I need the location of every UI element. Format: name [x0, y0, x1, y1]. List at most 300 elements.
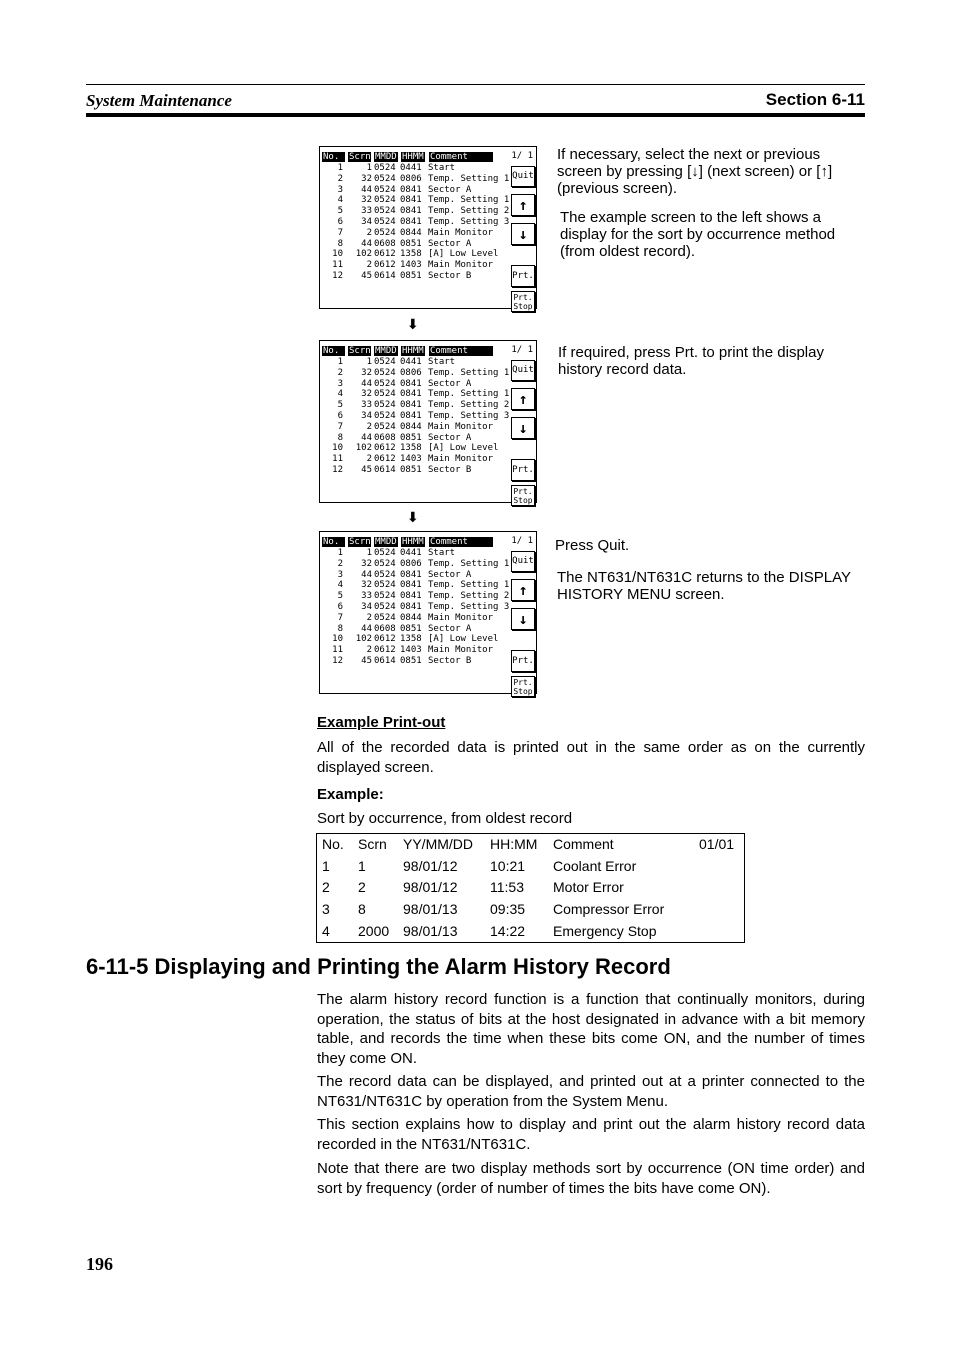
cell-comment: Sector B [428, 464, 472, 475]
cell-hhmm: 0851 [400, 655, 422, 666]
cell-scrn: 33 [361, 591, 372, 602]
cell-no: 3 [322, 901, 330, 917]
col-comment-header: Comment [429, 346, 493, 356]
cell-mmdd: 0614 [374, 655, 396, 666]
cell-comment: Temp. Setting 2 [428, 591, 510, 602]
cell-no: 2 [337, 367, 343, 378]
list-item [321, 271, 513, 282]
cell-scrn: 34 [361, 216, 372, 227]
up-arrow-icon: ↑ [518, 196, 528, 214]
section-paragraph-2: The record data can be displayed, and printed out at a printer connected to the NT631/NT631C by operation from the System Menu. [317, 1073, 865, 1110]
cell-no: 4 [337, 195, 343, 206]
cell-scrn: 33 [361, 400, 372, 411]
cell-hhmm: 0851 [400, 270, 422, 281]
cell-hhmm: 1403 [400, 645, 422, 656]
description-print: If required, press Prt. to print the display history record data. [558, 344, 824, 378]
list-item [321, 580, 513, 591]
cell-hhmm: 0841 [400, 410, 422, 421]
cell-scrn: 2 [366, 260, 372, 271]
cell-mmdd: 0612 [374, 634, 396, 645]
page-number: 196 [86, 1254, 113, 1274]
example-label: Example: [317, 786, 384, 803]
list-item [321, 454, 513, 465]
cell-hhmm: 1358 [400, 443, 422, 454]
cell-scrn: 32 [361, 558, 372, 569]
cell-hhmm: 1403 [400, 260, 422, 271]
section-paragraph-1: The alarm history record function is a function that continually monitors, during operation, the status of bits at the host designated in advance with a bit memory table, and records the time when these bits come ON, and the number of times they come ON. [317, 991, 865, 1067]
sort-label: Sort by occurrence, from oldest record [317, 810, 573, 827]
cell-scrn: 102 [355, 443, 372, 454]
list-item [321, 228, 513, 239]
cell-scrn: 32 [361, 389, 372, 400]
section-paragraph-3: This section explains how to display and print out the alarm history record data recorded in the NT631/NT631C. [317, 1116, 865, 1153]
cell-no: 5 [337, 206, 343, 217]
cell-hhmm: 0841 [400, 580, 422, 591]
next-screen-button[interactable] [511, 223, 535, 245]
display-history-screen-1 [319, 146, 537, 309]
list-item [321, 645, 513, 656]
col-hhmm-header: HHMM [402, 537, 424, 547]
cell-no: 11 [332, 645, 343, 656]
cell-scrn: 1 [366, 548, 372, 558]
cell-mmdd: 0524 [374, 548, 396, 558]
cell-scrn: 33 [361, 206, 372, 217]
col-no-header: No. [322, 346, 345, 356]
cell-no: 10 [332, 634, 343, 645]
cell-hhmm: 0841 [400, 184, 422, 195]
cell-mmdd: 0524 [374, 612, 396, 623]
cell-scrn: 44 [361, 569, 372, 580]
cell-comment: Temp. Setting 1 [428, 173, 510, 184]
cell-no: 2 [337, 173, 343, 184]
print-stop-button[interactable] [511, 291, 535, 312]
cell-no: 3 [337, 569, 343, 580]
cell-comment: Main Monitor [428, 612, 494, 623]
list-item [321, 656, 513, 667]
cell-comment: Main Monitor [428, 227, 494, 238]
col-page-header: 01/01 [699, 836, 735, 852]
list-item [321, 465, 513, 476]
cell-mmdd: 0524 [374, 569, 396, 580]
list-item [321, 422, 513, 433]
cell-scrn: 32 [361, 173, 372, 184]
cell-date: 98/01/13 [403, 901, 458, 917]
list-item [321, 368, 513, 379]
cell-mmdd: 0524 [374, 184, 396, 195]
cell-mmdd: 0524 [374, 173, 396, 184]
list-item [321, 613, 513, 624]
list-item [321, 206, 513, 217]
cell-no: 4 [337, 580, 343, 591]
col-no-header: No. [322, 537, 345, 547]
cell-comment: Temp. Setting 1 [428, 367, 510, 378]
cell-no: 7 [337, 421, 343, 432]
cell-hhmm: 0441 [400, 548, 422, 558]
list-item [321, 411, 513, 422]
cell-no: 12 [332, 270, 343, 281]
up-arrow-icon: ↑ [518, 581, 528, 599]
col-hhmm-header: HHMM [402, 152, 424, 162]
cell-comment: Sector A [428, 569, 472, 580]
list-item [321, 174, 513, 185]
cell-time: 14:22 [490, 923, 526, 939]
screen-header-row [321, 346, 506, 356]
cell-comment: Temp. Setting 3 [428, 410, 510, 421]
cell-scrn: 2000 [358, 923, 390, 939]
cell-no: 2 [322, 879, 330, 895]
previous-screen-button[interactable] [511, 194, 535, 216]
cell-scrn: 45 [361, 655, 372, 666]
cell-no: 11 [332, 454, 343, 465]
cell-hhmm: 0851 [400, 464, 422, 475]
print-stop-button[interactable] [511, 485, 535, 506]
cell-comment: Main Monitor [428, 260, 494, 271]
cell-no: 3 [337, 184, 343, 195]
cell-hhmm: 0441 [400, 163, 422, 173]
cell-mmdd: 0612 [374, 645, 396, 656]
cell-comment: Motor Error [553, 879, 624, 895]
cell-no: 8 [337, 238, 343, 249]
cell-no: 3 [337, 378, 343, 389]
print-out-paragraph: All of the recorded data is printed out in the same order as on the currently displayed screen. [317, 739, 865, 776]
cell-scrn: 2 [366, 421, 372, 432]
cell-mmdd: 0614 [374, 464, 396, 475]
print-button[interactable]: Prt. [511, 265, 535, 287]
down-arrow-icon: ⬇ [407, 509, 419, 525]
cell-no: 1 [337, 357, 343, 367]
cell-mmdd: 0612 [374, 249, 396, 260]
cell-comment: Main Monitor [428, 645, 494, 656]
print-stop-label-1: Prt. [513, 487, 533, 496]
col-scrn-header: Scrn [349, 152, 371, 162]
cell-comment: Sector A [428, 432, 472, 443]
list-item [321, 559, 513, 570]
cell-scrn: 44 [361, 184, 372, 195]
col-scrn-header: Scrn [349, 537, 371, 547]
list-item [321, 217, 513, 228]
cell-comment: Start [428, 163, 456, 173]
cell-no: 8 [337, 432, 343, 443]
screen-record-list [321, 163, 513, 282]
display-history-screen-3 [319, 531, 537, 694]
list-item [321, 433, 513, 444]
cell-mmdd: 0524 [374, 227, 396, 238]
cell-scrn: 32 [361, 367, 372, 378]
cell-hhmm: 0841 [400, 195, 422, 206]
cell-comment: Temp. Setting 3 [428, 216, 510, 227]
cell-scrn: 2 [366, 454, 372, 465]
col-hhmm-header: HHMM [402, 346, 424, 356]
cell-no: 8 [337, 623, 343, 634]
cell-comment: Sector A [428, 184, 472, 195]
list-item [321, 195, 513, 206]
cell-comment: Temp. Setting 2 [428, 206, 510, 217]
cell-date: 98/01/13 [403, 923, 458, 939]
list-item [321, 249, 513, 260]
display-history-screen-2 [319, 340, 537, 503]
print-button[interactable]: Prt. [511, 650, 535, 672]
down-arrow-icon: ⬇ [407, 316, 419, 332]
col-mmdd-header: MMDD [375, 537, 397, 547]
print-stop-label-1: Prt. [513, 293, 533, 302]
cell-mmdd: 0608 [374, 623, 396, 634]
list-item [321, 591, 513, 602]
cell-hhmm: 0841 [400, 378, 422, 389]
print-button[interactable]: Prt. [511, 459, 535, 481]
cell-comment: Temp. Setting 1 [428, 195, 510, 206]
cell-no: 1 [322, 858, 330, 874]
cell-comment: Start [428, 548, 456, 558]
cell-hhmm: 0844 [400, 227, 422, 238]
cell-date: 98/01/12 [403, 858, 458, 874]
cell-hhmm: 0841 [400, 400, 422, 411]
cell-mmdd: 0524 [374, 601, 396, 612]
cell-mmdd: 0614 [374, 270, 396, 281]
cell-mmdd: 0524 [374, 195, 396, 206]
list-item [321, 634, 513, 645]
section-title: 6-11-5 Displaying and Printing the Alarm History Record [86, 954, 671, 979]
col-comment-header: Comment [429, 152, 493, 162]
col-mmdd-header: MMDD [375, 346, 397, 356]
cell-comment: [A] Low Level [428, 443, 499, 454]
cell-mmdd: 0524 [374, 206, 396, 217]
cell-no: 5 [337, 400, 343, 411]
list-item [321, 443, 513, 454]
col-mmdd-header: MMDD [375, 152, 397, 162]
description-return: The NT631/NT631C returns to the DISPLAY HISTORY MENU screen. [557, 569, 851, 603]
cell-hhmm: 0841 [400, 389, 422, 400]
cell-hhmm: 0841 [400, 216, 422, 227]
list-item [321, 379, 513, 390]
cell-hhmm: 0841 [400, 601, 422, 612]
list-item [321, 624, 513, 635]
cell-no: 10 [332, 443, 343, 454]
cell-no: 1 [337, 548, 343, 558]
cell-comment: Temp. Setting 1 [428, 558, 510, 569]
cell-mmdd: 0524 [374, 389, 396, 400]
cell-scrn: 2 [366, 645, 372, 656]
print-stop-label-2: Stop [513, 496, 533, 505]
cell-comment: Temp. Setting 3 [428, 601, 510, 612]
cell-hhmm: 1358 [400, 634, 422, 645]
print-stop-label-2: Stop [513, 687, 533, 696]
cell-scrn: 32 [361, 195, 372, 206]
cell-mmdd: 0524 [374, 367, 396, 378]
table-row [317, 923, 744, 943]
screen-header-row [321, 537, 506, 547]
cell-comment: Main Monitor [428, 421, 494, 432]
cell-no: 2 [337, 558, 343, 569]
cell-mmdd: 0612 [374, 454, 396, 465]
quit-button[interactable]: Quit [511, 551, 535, 572]
cell-scrn: 2 [358, 879, 366, 895]
cell-comment: [A] Low Level [428, 249, 499, 260]
next-screen-button[interactable] [511, 608, 535, 630]
cell-mmdd: 0608 [374, 238, 396, 249]
print-out-table [316, 833, 745, 943]
up-arrow-icon: ↑ [518, 390, 528, 408]
cell-no: 4 [337, 389, 343, 400]
screen-page-indicator: 1/ 1 [511, 536, 533, 546]
cell-scrn: 8 [358, 901, 366, 917]
cell-mmdd: 0612 [374, 443, 396, 454]
cell-hhmm: 0841 [400, 591, 422, 602]
cell-no: 7 [337, 612, 343, 623]
cell-comment: Compressor Error [553, 901, 665, 917]
list-item [321, 357, 513, 368]
cell-comment: Sector B [428, 655, 472, 666]
screen-page-indicator: 1/ 1 [511, 151, 533, 161]
list-item [321, 389, 513, 400]
screen-record-list [321, 548, 513, 667]
cell-mmdd: 0524 [374, 163, 396, 173]
cell-scrn: 45 [361, 464, 372, 475]
cell-mmdd: 0524 [374, 591, 396, 602]
cell-no: 4 [322, 923, 330, 939]
cell-hhmm: 0844 [400, 612, 422, 623]
header-rule-bottom [86, 113, 865, 117]
col-time-header: HH:MM [490, 836, 538, 852]
cell-time: 09:35 [490, 901, 526, 917]
cell-comment: Sector A [428, 238, 472, 249]
section-paragraph-4: Note that there are two display methods sort by occurrence (ON time order) and sort by frequency (order of number of times the bits have come ON). [317, 1160, 865, 1197]
col-no-header: No. [322, 836, 344, 852]
col-scrn-header: Scrn [349, 346, 371, 356]
cell-scrn: 44 [361, 623, 372, 634]
cell-hhmm: 0851 [400, 238, 422, 249]
cell-no: 12 [332, 464, 343, 475]
cell-no: 6 [337, 601, 343, 612]
cell-comment: Emergency Stop [553, 923, 657, 939]
cell-no: 1 [337, 163, 343, 173]
cell-comment: Start [428, 357, 456, 367]
cell-mmdd: 0524 [374, 216, 396, 227]
down-arrow-icon: ↓ [518, 225, 528, 243]
cell-hhmm: 0441 [400, 357, 422, 367]
col-no-header: No. [322, 152, 345, 162]
col-comment-header: Comment [553, 836, 614, 852]
print-out-header-row [317, 836, 744, 856]
screen-page-indicator: 1/ 1 [511, 345, 533, 355]
cell-comment: Temp. Setting 2 [428, 400, 510, 411]
cell-no: 6 [337, 410, 343, 421]
cell-hhmm: 0851 [400, 623, 422, 634]
cell-comment: Coolant Error [553, 858, 637, 874]
cell-date: 98/01/12 [403, 879, 458, 895]
description-sort: The example screen to the left shows a display for the sort by occurrence method (from oldest record). [560, 209, 836, 260]
header-rule-top [86, 84, 865, 85]
cell-scrn: 102 [355, 249, 372, 260]
cell-scrn: 44 [361, 432, 372, 443]
cell-scrn: 2 [366, 227, 372, 238]
cell-time: 11:53 [490, 879, 524, 895]
cell-comment: Sector B [428, 270, 472, 281]
cell-no: 7 [337, 227, 343, 238]
cell-hhmm: 0841 [400, 206, 422, 217]
previous-screen-button[interactable] [511, 579, 535, 601]
cell-hhmm: 0844 [400, 421, 422, 432]
cell-hhmm: 0851 [400, 432, 422, 443]
screen-record-list [321, 357, 513, 476]
cell-comment: [A] Low Level [428, 634, 499, 645]
list-item [321, 570, 513, 581]
cell-no: 5 [337, 591, 343, 602]
cell-mmdd: 0608 [374, 432, 396, 443]
print-stop-label-1: Prt. [513, 678, 533, 687]
cell-hhmm: 1358 [400, 249, 422, 260]
cell-mmdd: 0524 [374, 421, 396, 432]
cell-comment: Sector A [428, 623, 472, 634]
col-comment-header: Comment [429, 537, 493, 547]
quit-button[interactable]: Quit [511, 360, 535, 381]
cell-no: 10 [332, 249, 343, 260]
list-item [321, 185, 513, 196]
cell-scrn: 34 [361, 601, 372, 612]
quit-button[interactable]: Quit [511, 166, 535, 187]
down-arrow-icon: ↓ [518, 610, 528, 628]
list-item [321, 400, 513, 411]
list-item [321, 602, 513, 613]
cell-scrn: 2 [366, 612, 372, 623]
table-row [317, 879, 744, 899]
cell-hhmm: 0806 [400, 367, 422, 378]
next-screen-button[interactable] [511, 417, 535, 439]
cell-scrn: 32 [361, 580, 372, 591]
cell-mmdd: 0524 [374, 357, 396, 367]
cell-hhmm: 1403 [400, 454, 422, 465]
cell-scrn: 1 [366, 163, 372, 173]
previous-screen-button[interactable] [511, 388, 535, 410]
print-out-heading: Example Print-out [317, 714, 446, 731]
cell-scrn: 1 [366, 357, 372, 367]
cell-comment: Sector A [428, 378, 472, 389]
description-quit: Press Quit. [555, 537, 630, 554]
cell-time: 10:21 [490, 858, 526, 874]
cell-mmdd: 0524 [374, 558, 396, 569]
description-scroll: If necessary, select the next or previous screen by pressing [↓] (next screen) or [↑] (previous screen). [557, 146, 833, 197]
table-row [317, 858, 744, 878]
list-item [321, 260, 513, 271]
down-arrow-icon: ↓ [518, 419, 528, 437]
print-stop-button[interactable] [511, 676, 535, 697]
cell-comment: Temp. Setting 1 [428, 580, 510, 591]
cell-scrn: 34 [361, 410, 372, 421]
col-date-header: YY/MM/DD [403, 836, 473, 852]
header-chapter-title: System Maintenance [86, 91, 232, 110]
list-item [321, 239, 513, 250]
cell-hhmm: 0841 [400, 569, 422, 580]
cell-mmdd: 0612 [374, 260, 396, 271]
print-stop-label-2: Stop [513, 302, 533, 311]
cell-scrn: 102 [355, 634, 372, 645]
list-item [321, 548, 513, 559]
cell-mmdd: 0524 [374, 400, 396, 411]
table-row [317, 901, 744, 921]
list-item [321, 163, 513, 174]
cell-hhmm: 0806 [400, 558, 422, 569]
cell-mmdd: 0524 [374, 580, 396, 591]
cell-scrn: 45 [361, 270, 372, 281]
cell-scrn: 1 [358, 858, 366, 874]
cell-comment: Temp. Setting 1 [428, 389, 510, 400]
cell-no: 11 [332, 260, 343, 271]
cell-comment: Main Monitor [428, 454, 494, 465]
cell-no: 12 [332, 655, 343, 666]
cell-scrn: 44 [361, 378, 372, 389]
cell-no: 6 [337, 216, 343, 227]
cell-scrn: 44 [361, 238, 372, 249]
cell-hhmm: 0806 [400, 173, 422, 184]
